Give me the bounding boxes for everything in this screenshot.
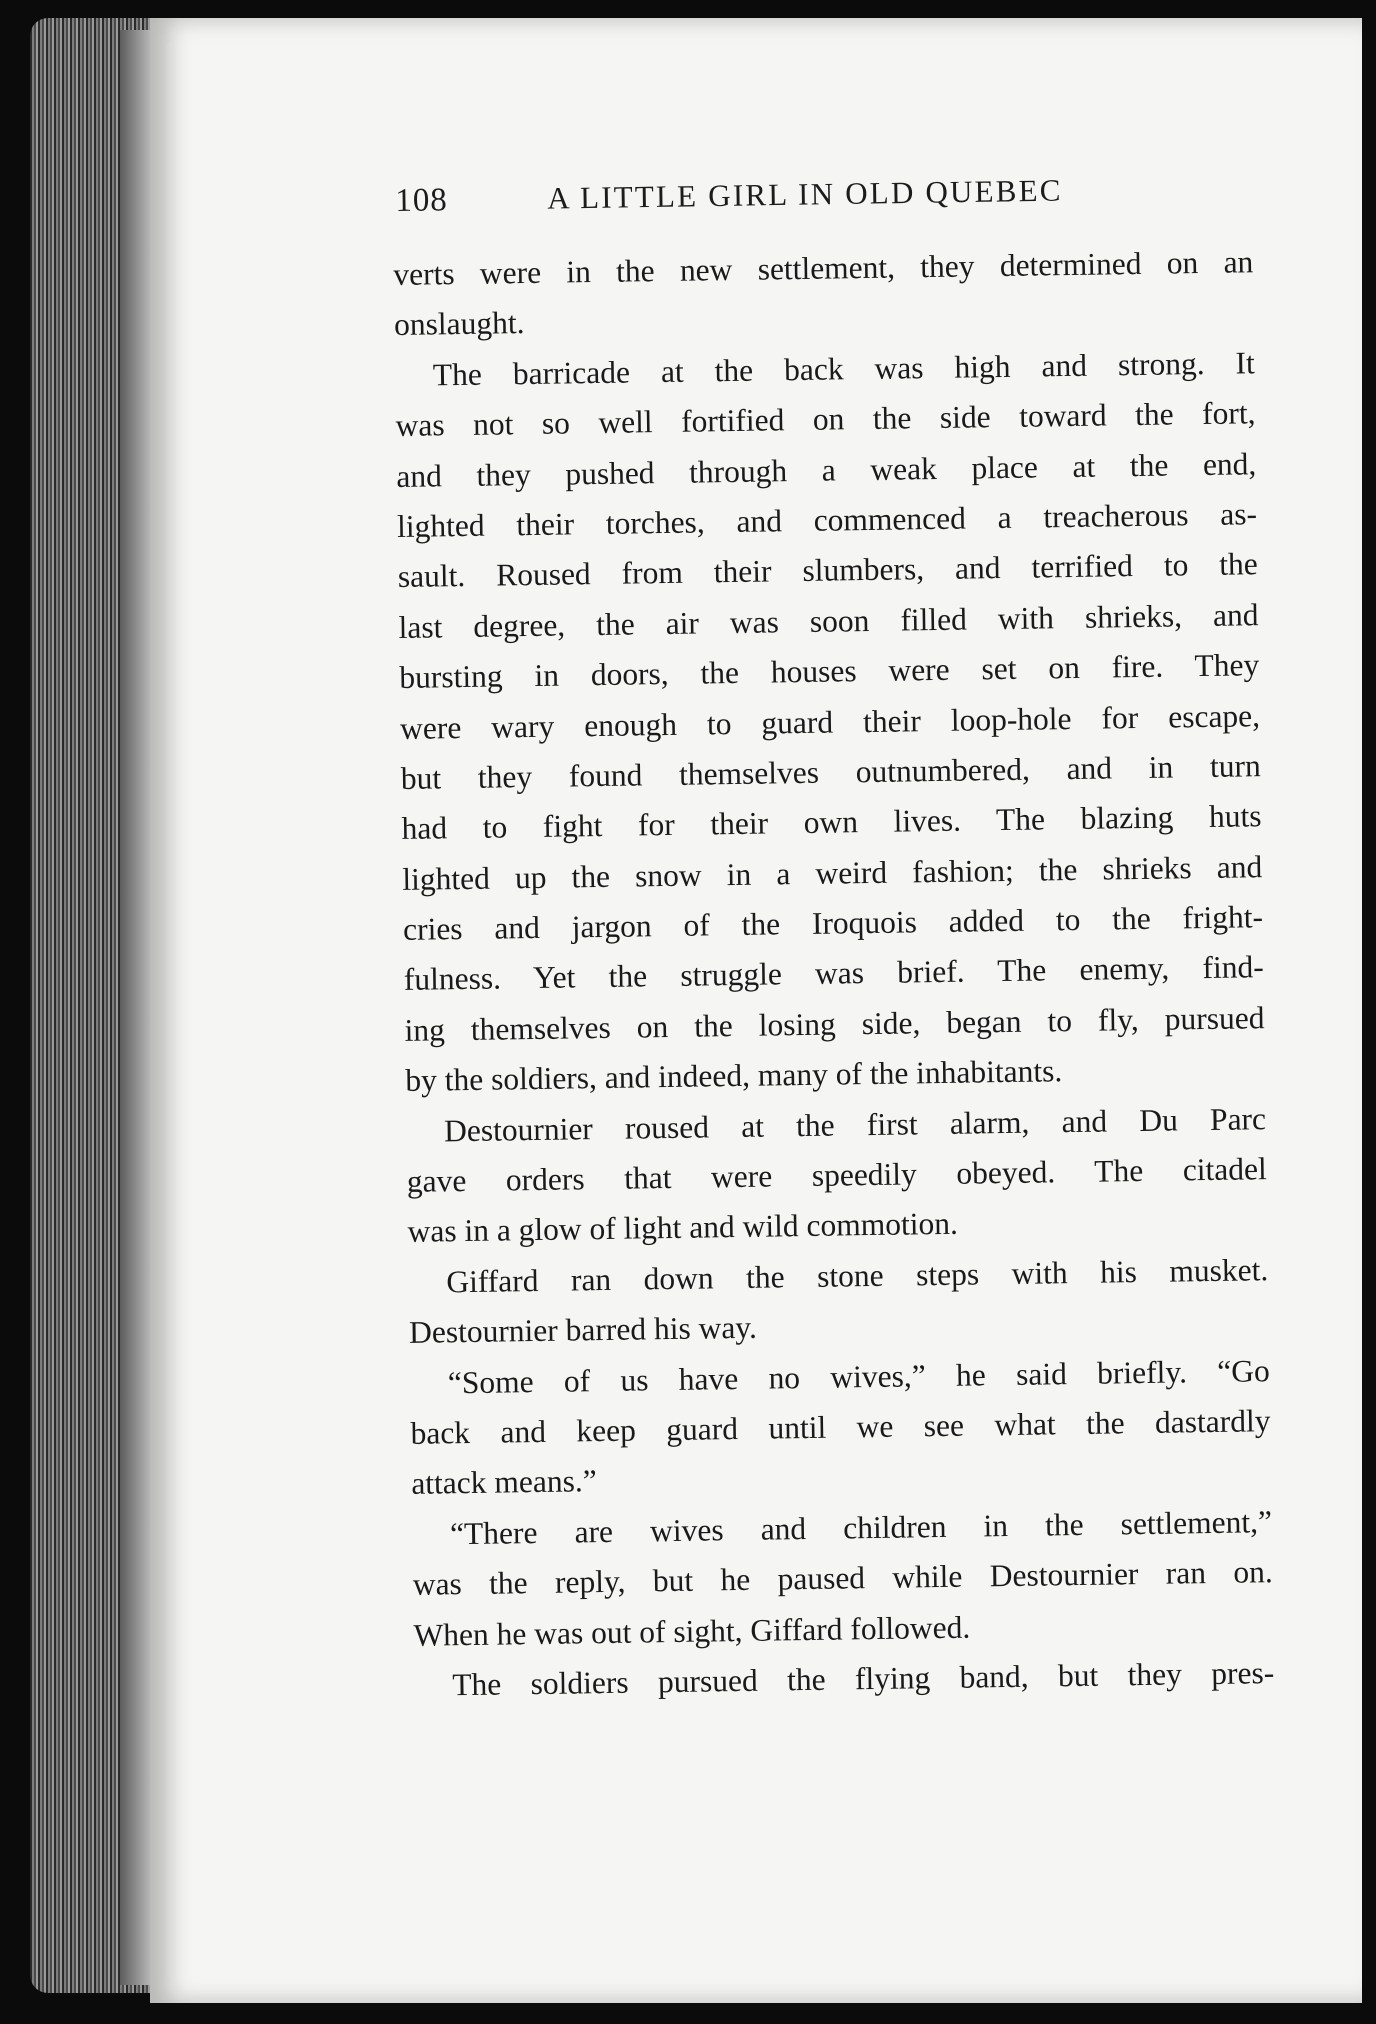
text-line: attack means.” bbox=[411, 1463, 597, 1502]
text-line: lighted up the snow in a weird fashion; the shrieks and bbox=[402, 848, 1263, 897]
paragraph-first-line: The barricade at the back was high and strong. It bbox=[432, 345, 1256, 393]
paragraph-first-line: The soldiers pursued the flying band, but they pres- bbox=[452, 1655, 1275, 1703]
text-line: was not so well fortified on the side toward the fort, bbox=[395, 395, 1256, 444]
text-line: back and keep guard until we see what the dastardly bbox=[410, 1403, 1271, 1451]
paragraph-first-line: “There are wives and children in the settlement,” bbox=[449, 1503, 1273, 1552]
paragraph-first-line: Giffard ran down the stone steps with his musket. bbox=[446, 1251, 1269, 1300]
text-line: bursting in doors, the houses were set on fire. They bbox=[399, 647, 1260, 696]
text-line: onslaught. bbox=[393, 305, 525, 343]
book-title: A LITTLE GIRL IN OLD QUEBEC bbox=[546, 172, 1063, 216]
text-line: cries and jargon of the Iroquois added to the fright- bbox=[402, 899, 1264, 948]
text-line: but they found themselves outnumbered, and in turn bbox=[400, 748, 1262, 796]
text-line: last degree, the air was soon filled with shrieks, and bbox=[398, 596, 1259, 645]
text-line: had to fight for their own lives. The blazing huts bbox=[401, 798, 1262, 847]
text-line: lighted their torches, and commenced a treacherous as- bbox=[396, 496, 1258, 544]
text-line: When he was out of sight, Giffard followed. bbox=[413, 1609, 971, 1653]
text-line: by the soldiers, and indeed, many of the inhabitants. bbox=[405, 1053, 1063, 1099]
paragraph-first-line: “Some of us have no wives,” he said briefly. “Go bbox=[447, 1352, 1270, 1400]
text-line: was the reply, but he paused while Destournier ran on. bbox=[412, 1554, 1273, 1603]
text-line: fulness. Yet the struggle was brief. The enemy, find- bbox=[403, 949, 1264, 998]
text-line: gave orders that were speedily obeyed. The citadel bbox=[406, 1151, 1267, 1199]
text-line: and they pushed through a weak place at the end, bbox=[396, 445, 1257, 494]
text-line: sault. Roused from their slumbers, and terrified to the bbox=[397, 546, 1259, 595]
text-line: verts were in the new settlement, they determined on an bbox=[393, 244, 1254, 292]
text-line: ing themselves on the losing side, began to fly, pursued bbox=[404, 1000, 1265, 1048]
text-line: Destournier barred his way. bbox=[408, 1309, 758, 1351]
paragraph-first-line: Destournier roused at the first alarm, and Du Parc bbox=[443, 1100, 1267, 1148]
page-number: 108 bbox=[395, 182, 449, 219]
text-line: were wary enough to guard their loop-hole for escape, bbox=[399, 697, 1261, 746]
body-text bbox=[393, 237, 1275, 1711]
text-line: was in a glow of light and wild commotion. bbox=[407, 1206, 959, 1250]
